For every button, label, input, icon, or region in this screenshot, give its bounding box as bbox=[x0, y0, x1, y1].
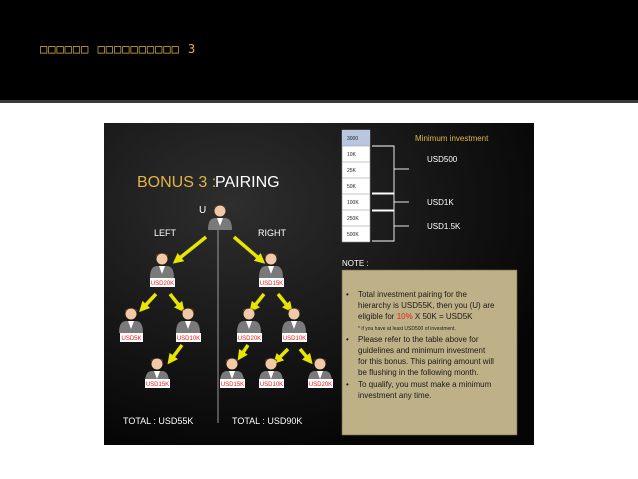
node-r2b-value: USD10K bbox=[282, 336, 307, 342]
note-b1-pct: 10% bbox=[396, 312, 413, 321]
table-row: 250K bbox=[347, 216, 359, 222]
note-b3-line1: To qualify, you must make a minimum bbox=[358, 380, 492, 389]
note-bullet: • bbox=[346, 380, 349, 389]
note-b1-line3 bbox=[358, 312, 473, 321]
tier-usd1-5k: USD1.5K bbox=[427, 222, 461, 231]
tier-usd1k: USD1K bbox=[427, 198, 454, 207]
bonus-heading-main: PAIRING bbox=[215, 174, 280, 191]
note-label: NOTE : bbox=[342, 259, 369, 268]
note-bullet: • bbox=[346, 335, 349, 344]
note-b1-post: X 50K = USD5K bbox=[412, 312, 473, 321]
table-row: 3000 bbox=[347, 136, 359, 142]
note-b3-line2: investment any time. bbox=[358, 391, 432, 400]
note-b2-line3: for this bonus. This pairing amount will bbox=[358, 357, 494, 366]
tier-usd500: USD500 bbox=[427, 155, 458, 164]
min-investment-title: Minimum investment bbox=[415, 134, 489, 143]
note-b1-pre: eligible for bbox=[358, 312, 397, 321]
table-row: 50K bbox=[347, 184, 356, 190]
title-divider bbox=[0, 100, 638, 103]
note-b2-line4: be flushing in the following month. bbox=[358, 368, 479, 377]
note-b2-line2: guidelines and minimum investment bbox=[358, 346, 486, 355]
table-row: 25K bbox=[347, 168, 356, 174]
node-r3b-value: USD10K bbox=[259, 382, 284, 388]
total-left: TOTAL : USD55K bbox=[123, 416, 194, 426]
root-label: U bbox=[199, 205, 207, 216]
right-label: RIGHT bbox=[258, 228, 286, 238]
node-l1-value: USD20K bbox=[150, 281, 175, 287]
left-label: LEFT bbox=[154, 228, 177, 238]
slide-title: □□□□□□ □□□□□□□□□□ 3 bbox=[40, 42, 197, 56]
pairing-diagram bbox=[104, 123, 534, 445]
bonus-heading-prefix: BONUS 3 : bbox=[137, 174, 217, 191]
node-r1-value: USD15K bbox=[259, 281, 284, 287]
table-row: 500K bbox=[347, 232, 359, 238]
node-r3c-value: USD20K bbox=[308, 382, 333, 388]
node-l2b-value: USD10K bbox=[176, 336, 201, 342]
node-r3a-value: USD15K bbox=[220, 382, 245, 388]
table-row: 100K bbox=[347, 200, 359, 206]
node-l2a-value: USD5K bbox=[121, 336, 142, 342]
table-row: 10K bbox=[347, 152, 356, 158]
note-bullet: • bbox=[346, 290, 349, 299]
node-l3-value: USD15K bbox=[145, 382, 170, 388]
note-b1-line1: Total investment pairing for the bbox=[358, 290, 467, 299]
bonus-pairing-slide-image bbox=[104, 123, 534, 445]
note-b1-line2: hierarchy is USD55K, then you (U) are bbox=[358, 301, 495, 310]
investment-table bbox=[342, 130, 370, 242]
note-b2-line1: Please refer to the table above for bbox=[358, 335, 479, 344]
node-r2a-value: USD20K bbox=[237, 336, 262, 342]
note-b1-small: * if you have at least USD500 of investment. bbox=[358, 326, 456, 332]
total-right: TOTAL : USD90K bbox=[232, 416, 303, 426]
